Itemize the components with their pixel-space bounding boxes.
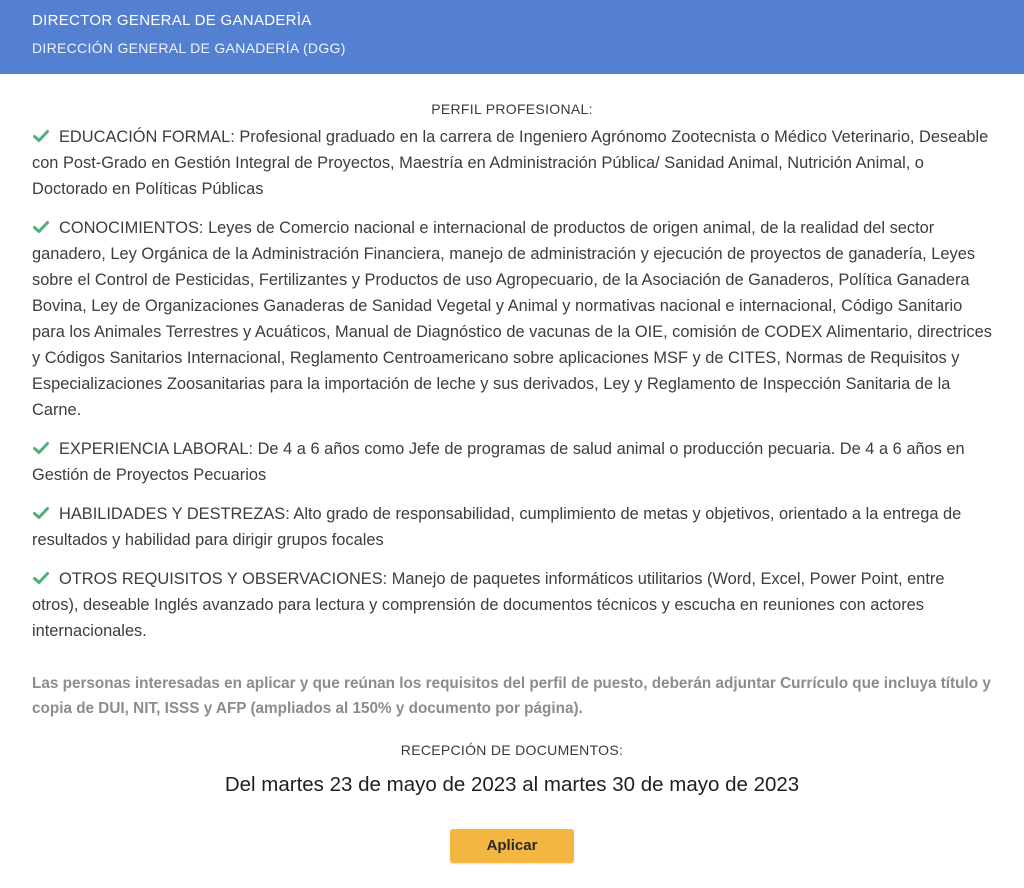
apply-button[interactable]: Aplicar xyxy=(450,829,574,863)
requirement-label: CONOCIMIENTOS: xyxy=(59,219,204,237)
requirement-text: Leyes de Comercio nacional e internacional de productos de origen animal, de la realidad del sector ganadero, Ley Orgánica de la Administración Financiera, manejo de administración y ejecución de proyectos de ganadería, Leyes sobre el Control de Pesticidas, Fertilizantes y Productos de uso Agropecuario, de la Asociación de Ganaderos, Política Ganadera Bovina, Ley de Organizaciones Ganaderas de Sanidad Vegetal y Animal y normativas nacional e internacional, Código Sanitario para los Animales Terrestres y Acuáticos, Manual de Diagnóstico de vacunas de la OIE, comisión de CODEX Alimentario, directrices y Códigos Sanitarios Internacional, Reglamento Centroamericano sobre aplicaciones MSF y de CITES, Normas de Requisitos y Especializaciones Zoosanitarias para la importación de leche y sus derivados, Ley y Reglamento de Inspección Sanitaria de la Carne. xyxy=(32,219,992,419)
requirement-text: Manejo de paquetes informáticos utilitarios (Word, Excel, Power Point, entre otros), deseable Inglés avanzado para lectura y comprensión de documentos técnicos y escucha en reuniones con actores internacionales. xyxy=(32,570,945,640)
requirement-text: Alto grado de responsabilidad, cumplimiento de metas y objetivos, orientado a la entrega de resultados y habilidad para dirigir grupos focales xyxy=(32,505,962,549)
requirement-text: De 4 a 6 años como Jefe de programas de salud animal o producción pecuaria. De 4 a 6 años en Gestión de Proyectos Pecuarios xyxy=(32,440,965,484)
department-name: DIRECCIÓN GENERAL DE GANADERÍA (DGG) xyxy=(32,40,346,56)
requirement-label: HABILIDADES Y DESTREZAS: xyxy=(59,505,290,523)
application-notice: Las personas interesadas en aplicar y que reúnan los requisitos del perfil de puesto, deberán adjuntar Currículo que incluya título y copia de DUI, NIT, ISSS y AFP (ampliados al 150% y documento por página). xyxy=(32,675,991,717)
requirement-item xyxy=(32,501,992,553)
check-icon xyxy=(33,571,49,585)
main-content xyxy=(0,101,1024,863)
requirement-label: EXPERIENCIA LABORAL: xyxy=(59,440,254,458)
requirement-text: Profesional graduado en la carrera de Ingeniero Agrónomo Zootecnista o Médico Veterinario, Deseable con Post-Grado en Gestión Integral de Proyectos, Maestría en Administración Pública/ Sanidad Animal, Nutrición Animal, o Doctorado en Políticas Públicas xyxy=(32,128,989,198)
requirement-label: EDUCACIÓN FORMAL: xyxy=(59,128,235,146)
check-icon xyxy=(33,506,49,520)
page-header xyxy=(0,0,1024,74)
requirement-item xyxy=(32,566,992,644)
check-icon xyxy=(33,129,49,143)
requirement-item xyxy=(32,215,992,423)
check-icon xyxy=(33,220,49,234)
requirement-label: OTROS REQUISITOS Y OBSERVACIONES: xyxy=(59,570,388,588)
requirement-item xyxy=(32,124,992,202)
reception-label: RECEPCIÓN DE DOCUMENTOS: xyxy=(400,742,624,758)
job-title: DIRECTOR GENERAL DE GANADERÌA xyxy=(32,12,312,29)
reception-dates: Del martes 23 de mayo de 2023 al martes 30 de mayo de 2023 xyxy=(224,773,800,796)
check-icon xyxy=(33,441,49,455)
profile-heading: PERFIL PROFESIONAL: xyxy=(431,101,593,117)
requirements-list xyxy=(32,124,992,644)
apply-button-container xyxy=(32,829,992,863)
requirement-item xyxy=(32,436,992,488)
